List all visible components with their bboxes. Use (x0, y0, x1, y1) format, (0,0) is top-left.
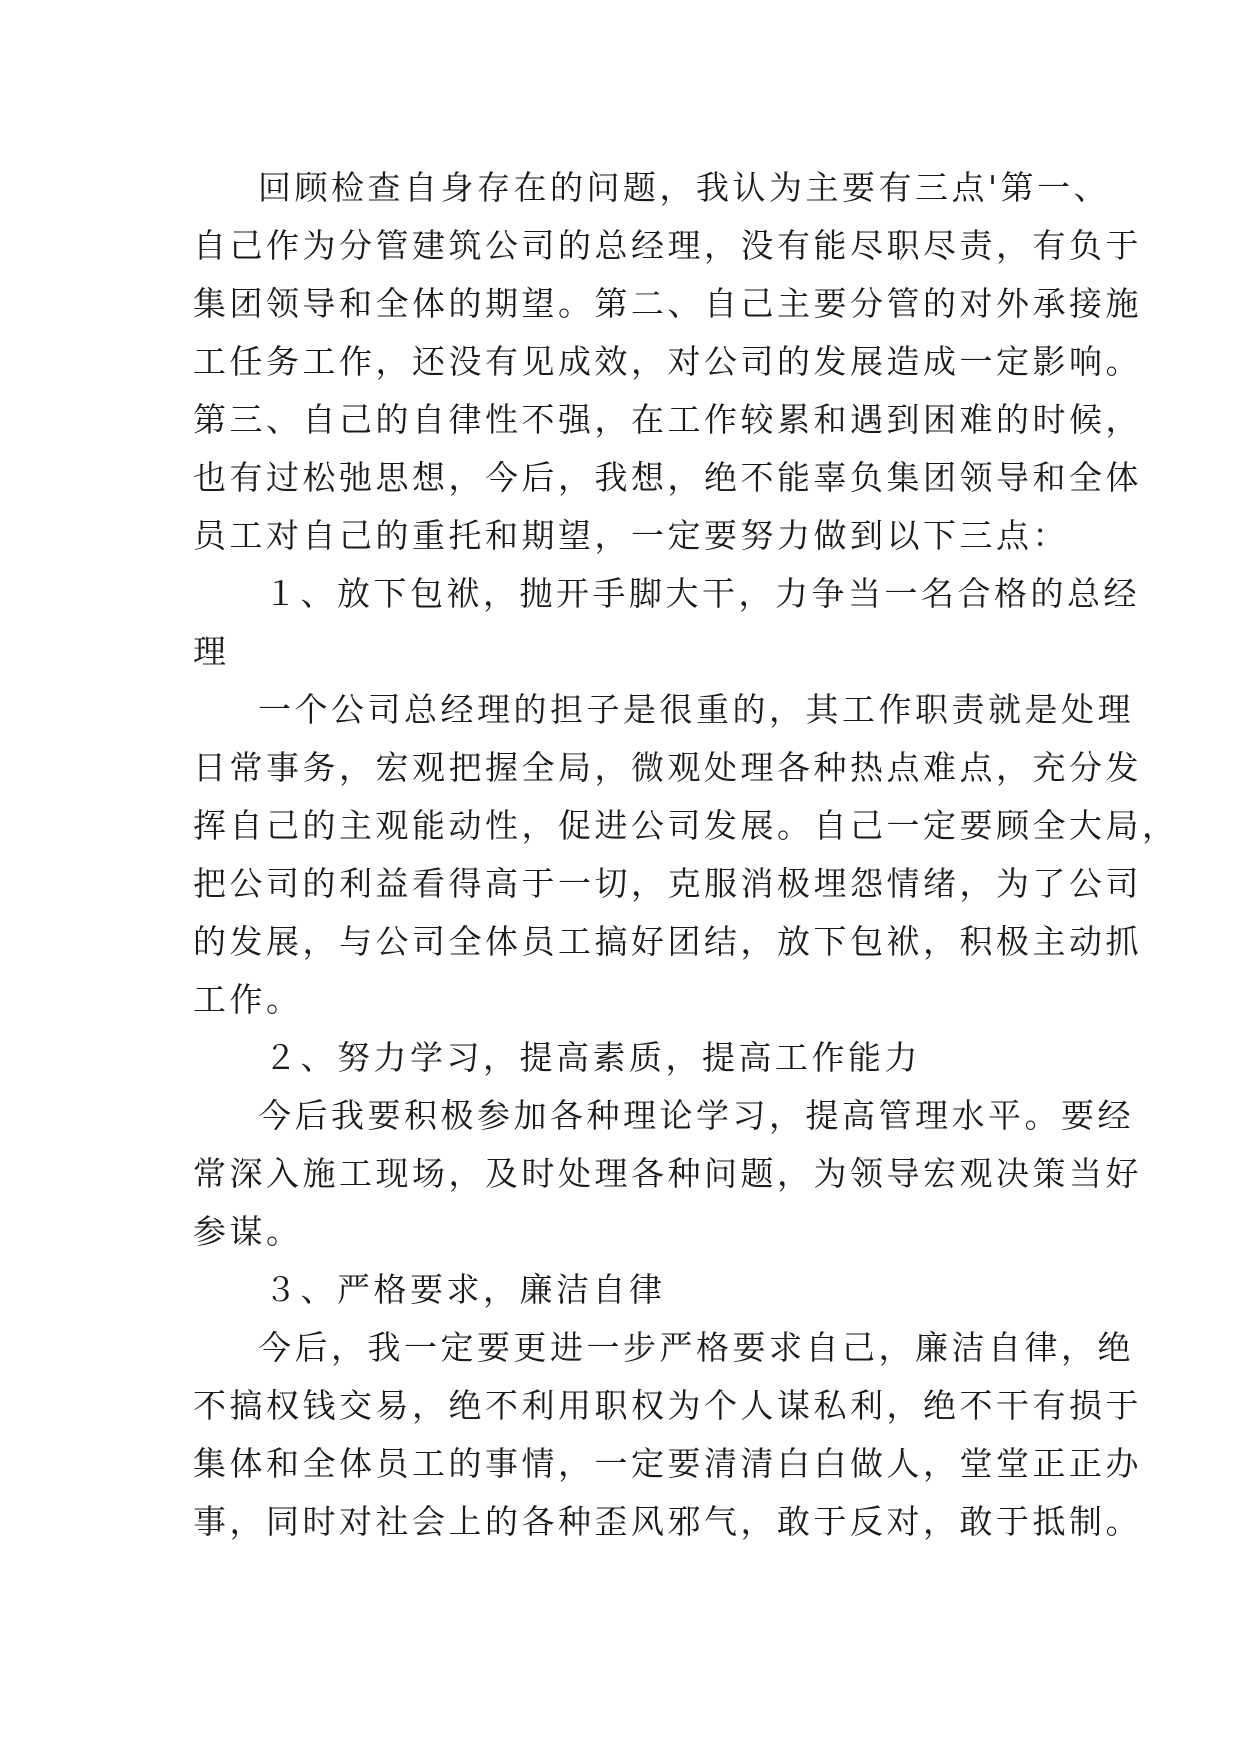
paragraph-line: 参谋。 (193, 1212, 303, 1251)
paragraph-line: 第三、自己的自律性不强，在工作较累和遇到困难的时候， (193, 400, 1142, 439)
paragraph-line: 集体和全体员工的事情，一定要清清白白做人，堂堂正正办 (193, 1444, 1142, 1483)
paragraph-line: 回顾检查自身存在的问题，我认为主要有三点'第一、 (258, 168, 1111, 207)
paragraph-line: 一个公司总经理的担子是很重的，其工作职责就是处理 (258, 690, 1134, 729)
paragraph-line: 今后，我一定要更进一步严格要求自己，廉洁自律，绝 (258, 1328, 1134, 1367)
paragraph-line: 工任务工作，还没有见成效，对公司的发展造成一定影响。 (193, 342, 1142, 381)
paragraph-line: 集团领导和全体的期望。第二、自己主要分管的对外承接施 (193, 284, 1142, 323)
paragraph-line: 今后我要积极参加各种理论学习，提高管理水平。要经 (258, 1096, 1134, 1135)
paragraph-line: 的发展，与公司全体员工搞好团结，放下包袱，积极主动抓 (193, 922, 1142, 961)
paragraph-line: 自己作为分管建筑公司的总经理，没有能尽职尽责，有负于 (193, 226, 1142, 265)
paragraph-line: 把公司的利益看得高于一切，克服消极埋怨情绪，为了公司 (193, 864, 1142, 903)
paragraph-line: 常深入施工现场，及时处理各种问题，为领导宏观决策当好 (193, 1154, 1142, 1193)
paragraph-line: 日常事务，宏观把握全局，微观处理各种热点难点，充分发 (193, 748, 1142, 787)
section-heading-1: １、放下包袱，抛开手脚大干，力争当一名合格的总经 (264, 574, 1140, 613)
paragraph-line: 也有过松弛思想，今后，我想，绝不能辜负集团领导和全体 (193, 458, 1142, 497)
section-heading-1-cont: 理 (193, 632, 230, 671)
paragraph-line: 事，同时对社会上的各种歪风邪气，敢于反对，敢于抵制。 (193, 1502, 1142, 1541)
paragraph-line: 员工对自己的重托和期望，一定要努力做到以下三点： (193, 516, 1069, 555)
section-heading-3: ３、严格要求，廉洁自律 (264, 1270, 666, 1309)
paragraph-line: 工作。 (193, 980, 303, 1019)
paragraph-line: 挥自己的主观能动性，促进公司发展。自己一定要顾全大局， (193, 806, 1179, 845)
section-heading-2: ２、努力学习，提高素质，提高工作能力 (264, 1038, 921, 1077)
paragraph-line: 不搞权钱交易，绝不利用职权为个人谋私利，绝不干有损于 (193, 1386, 1142, 1425)
